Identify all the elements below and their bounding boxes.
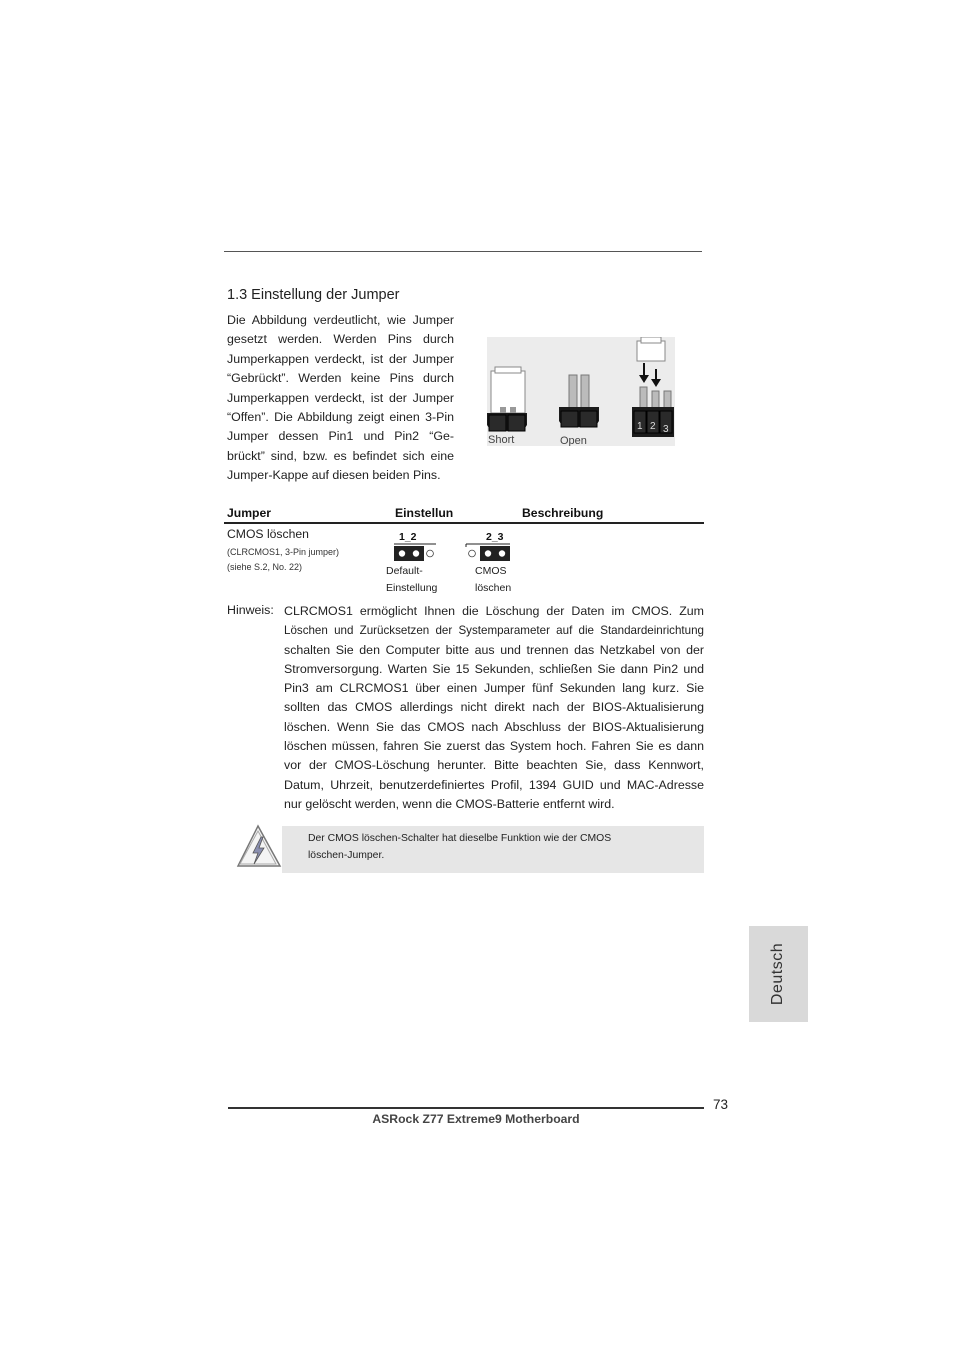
jumper-1-2-icon	[392, 543, 438, 563]
warning-icon	[236, 824, 282, 870]
jumper-2-3-icon	[464, 543, 512, 563]
setting-default-pins: 1_2	[399, 531, 417, 543]
footer-title	[0, 1112, 952, 1126]
open-label: Open	[560, 435, 587, 446]
intro-line: gesetzt werden. Werden Pins durch	[227, 332, 454, 347]
note-line: sollten das CMOS allerdings nicht direkt nach der BIOS-Aktualisierung	[284, 700, 704, 715]
language-tab-label-wrap	[749, 926, 808, 1022]
setting-default-line2: Einstellung	[386, 582, 438, 594]
intro-line: Die Abbildung verdeutlicht, wie Jumper	[227, 313, 454, 327]
warning-line: Der CMOS löschen-Schalter hat dieselbe Funktion wie der CMOS	[308, 833, 612, 844]
note-line: vor der CMOS-Löschung herunter. Bitte beachten Sie, dass Kennwort,	[284, 758, 704, 773]
short-label: Short	[488, 434, 515, 446]
section-title: 1.3 Einstellung der Jumper	[227, 287, 400, 303]
note-line: löschen. Wenn Sie das CMOS nach Abschluss der BIOS-Aktualisierung	[284, 719, 704, 734]
note-line: Pin3 am CLRCMOS1 über einen Jumper fünf Sekunden lang kurz. Sie	[284, 681, 704, 696]
intro-line: brückt” sind, bzw. es befindet sich eine	[227, 448, 454, 463]
setting-clear-line2: löschen	[475, 582, 512, 594]
table-header-jumper: Jumper	[227, 506, 272, 520]
intro-line: “Gebrückt”. Werden keine Pins durch	[227, 371, 454, 386]
setting-clear-pins: 2_3	[486, 531, 504, 543]
footer-text: ASRock Z77 Extreme9 Motherboard	[372, 1112, 580, 1126]
jumper-figure	[487, 337, 675, 446]
intro-line: Jumper-Kappe auf diesen beiden Pins.	[227, 468, 441, 483]
footer-divider	[228, 1107, 704, 1109]
intro-line: Jumperkappen verdeckt, ist der Jumper	[227, 390, 454, 405]
page-number: 73	[713, 1097, 729, 1112]
jumper-illustration	[487, 337, 675, 446]
jumper-id: (CLRCMOS1, 3-Pin jumper)	[227, 547, 340, 557]
intro-line: Jumperkappen verdeckt, ist der Jumper	[227, 351, 454, 366]
pin-number-2: 2	[650, 421, 656, 432]
intro-paragraph	[227, 311, 454, 486]
language-tab-label: Deutsch	[769, 942, 787, 1006]
short-jumper-drawing	[487, 367, 527, 431]
table-header-setting: Einstellun	[395, 506, 454, 520]
setting-default-line1: Default-	[386, 565, 423, 577]
pin-number-1: 1	[637, 421, 643, 432]
warning-text	[308, 831, 688, 864]
note-line: schalten Sie den Computer bitte aus und trennen das Netzkabel von der	[284, 642, 704, 657]
note-line: CLRCMOS1 ermöglicht Ihnen die Löschung der Daten im CMOS. Zum	[284, 604, 704, 618]
table-header-rule	[224, 522, 704, 524]
note-paragraph	[284, 602, 704, 814]
jumper-name: CMOS löschen	[227, 527, 309, 541]
pin-number-3: 3	[663, 424, 669, 435]
note-line: nur gelöscht werden, wenn die CMOS-Batterie entfernt wird.	[284, 796, 615, 811]
intro-line: Jumper dessen Pin1 und Pin2 “Ge-	[227, 429, 454, 444]
table-header-description: Beschreibung	[522, 506, 604, 520]
top-divider	[224, 251, 702, 252]
setting-clear-line1: CMOS	[475, 565, 507, 577]
note-line: Stromversorgung. Warten Sie 15 Sekunden, schließen Sie dann Pin2 und	[284, 661, 704, 676]
note-line: löschen müssen, fahren Sie zuerst das System hoch. Fahren Sie es dann	[284, 739, 704, 754]
intro-line: “Offen”. Die Abbildung zeigt einen 3-Pin	[227, 410, 454, 425]
warning-line: löschen-Jumper.	[308, 849, 385, 861]
note-line: Datum, Uhrzeit, benutzerdefiniertes Profil, 1394 GUID und MAC-Adresse	[284, 777, 704, 792]
note-line: Löschen und Zurücksetzen der Systemparameter auf die Standardeinrichtung	[284, 624, 704, 638]
open-jumper-drawing	[559, 375, 599, 427]
note-label: Hinweis:	[227, 603, 274, 617]
jumper-reference: (siehe S.2, No. 22)	[227, 562, 303, 572]
